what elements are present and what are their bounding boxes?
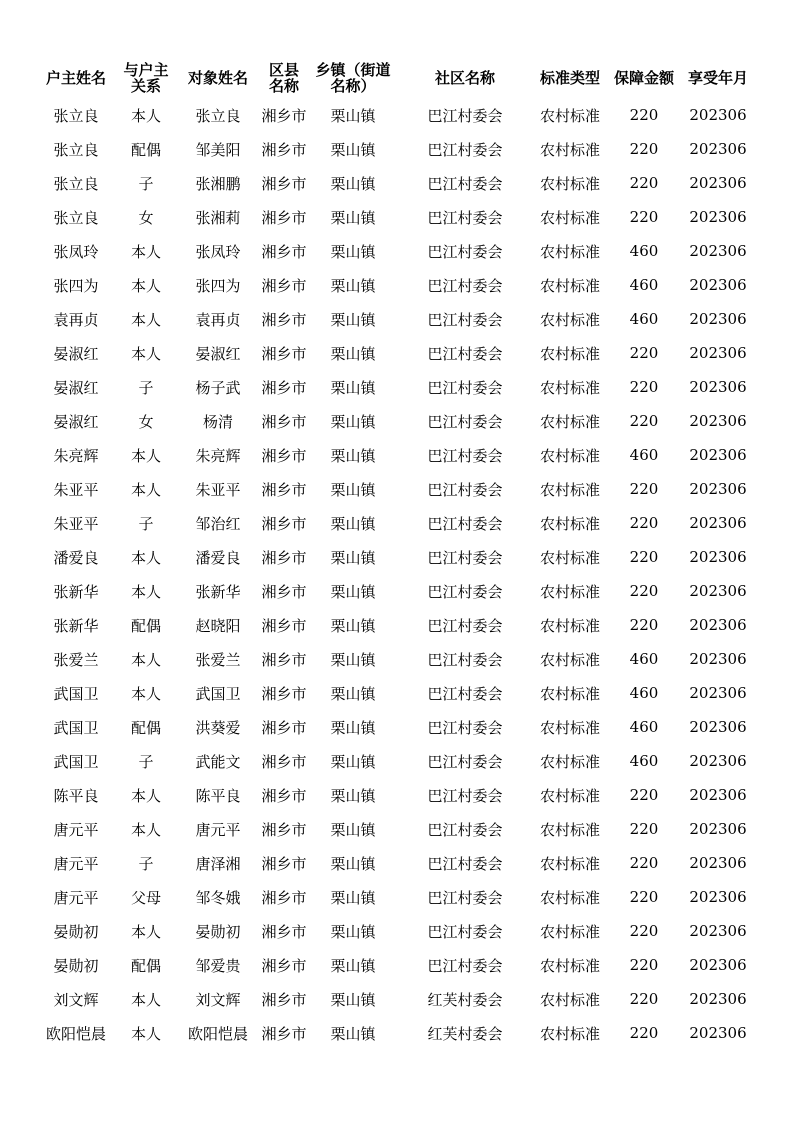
table-row xyxy=(38,982,754,1016)
standard-type-cell: 农村标准 xyxy=(539,1024,600,1043)
period-cell: 202306 xyxy=(689,276,747,294)
town-cell: 栗山镇 xyxy=(330,242,376,261)
county-cell: 湘乡市 xyxy=(261,174,307,193)
standard-type-cell: 农村标准 xyxy=(539,344,600,363)
county-cell: 湘乡市 xyxy=(261,1024,307,1043)
amount-cell: 220 xyxy=(629,990,659,1008)
standard-type-cell: 农村标准 xyxy=(539,412,600,431)
community-cell: 红芙村委会 xyxy=(427,1024,503,1043)
amount-cell: 220 xyxy=(629,582,659,600)
relation-cell: 本人 xyxy=(130,922,161,941)
period-cell: 202306 xyxy=(689,956,747,974)
town-cell: 栗山镇 xyxy=(330,684,376,703)
household-head-cell: 袁再贞 xyxy=(53,310,99,329)
community-cell: 巴江村委会 xyxy=(427,786,503,805)
period-cell: 202306 xyxy=(689,310,747,328)
amount-cell: 460 xyxy=(629,650,659,668)
period-cell: 202306 xyxy=(689,242,747,260)
period-cell: 202306 xyxy=(689,378,747,396)
town-cell: 栗山镇 xyxy=(330,276,376,295)
community-cell: 巴江村委会 xyxy=(427,174,503,193)
beneficiary-cell: 武能文 xyxy=(195,752,241,771)
county-cell: 湘乡市 xyxy=(261,412,307,431)
header-standard-type: 标准类型 xyxy=(539,69,600,87)
table-row xyxy=(38,778,754,812)
town-cell: 栗山镇 xyxy=(330,888,376,907)
beneficiary-cell: 张凤玲 xyxy=(195,242,241,261)
table-body xyxy=(38,98,754,1050)
town-cell: 栗山镇 xyxy=(330,786,376,805)
town-cell: 栗山镇 xyxy=(330,310,376,329)
table-row xyxy=(38,642,754,676)
town-cell: 栗山镇 xyxy=(330,412,376,431)
amount-cell: 220 xyxy=(629,514,659,532)
relation-cell: 本人 xyxy=(130,276,161,295)
county-cell: 湘乡市 xyxy=(261,922,307,941)
relation-cell: 配偶 xyxy=(130,140,161,159)
amount-cell: 220 xyxy=(629,956,659,974)
household-head-cell: 武国卫 xyxy=(53,752,99,771)
household-head-cell: 晏淑红 xyxy=(53,378,99,397)
town-cell: 栗山镇 xyxy=(330,854,376,873)
amount-cell: 220 xyxy=(629,412,659,430)
relation-cell: 本人 xyxy=(130,820,161,839)
county-cell: 湘乡市 xyxy=(261,616,307,635)
county-cell: 湘乡市 xyxy=(261,310,307,329)
town-cell: 栗山镇 xyxy=(330,140,376,159)
beneficiary-cell: 晏勋初 xyxy=(195,922,241,941)
period-cell: 202306 xyxy=(689,344,747,362)
period-cell: 202306 xyxy=(689,174,747,192)
period-cell: 202306 xyxy=(689,446,747,464)
period-cell: 202306 xyxy=(689,820,747,838)
beneficiary-cell: 朱亚平 xyxy=(195,480,241,499)
community-cell: 巴江村委会 xyxy=(427,446,503,465)
table-row xyxy=(38,948,754,982)
amount-cell: 220 xyxy=(629,140,659,158)
household-head-cell: 张立良 xyxy=(53,140,99,159)
county-cell: 湘乡市 xyxy=(261,242,307,261)
beneficiary-cell: 张爱兰 xyxy=(195,650,241,669)
standard-type-cell: 农村标准 xyxy=(539,548,600,567)
period-cell: 202306 xyxy=(689,412,747,430)
period-cell: 202306 xyxy=(689,854,747,872)
beneficiary-cell: 袁再贞 xyxy=(195,310,241,329)
relation-cell: 本人 xyxy=(130,650,161,669)
beneficiary-cell: 张新华 xyxy=(195,582,241,601)
relation-cell: 本人 xyxy=(130,684,161,703)
town-cell: 栗山镇 xyxy=(330,208,376,227)
header-county: 区县 名称 xyxy=(268,61,299,95)
table-row xyxy=(38,1016,754,1050)
relation-cell: 本人 xyxy=(130,548,161,567)
beneficiary-cell: 张湘莉 xyxy=(195,208,241,227)
household-head-cell: 张四为 xyxy=(53,276,99,295)
household-head-cell: 唐元平 xyxy=(53,854,99,873)
county-cell: 湘乡市 xyxy=(261,684,307,703)
relation-cell: 子 xyxy=(138,378,154,397)
amount-cell: 220 xyxy=(629,854,659,872)
community-cell: 巴江村委会 xyxy=(427,378,503,397)
town-cell: 栗山镇 xyxy=(330,820,376,839)
table-row xyxy=(38,98,754,132)
household-head-cell: 张立良 xyxy=(53,106,99,125)
town-cell: 栗山镇 xyxy=(330,616,376,635)
standard-type-cell: 农村标准 xyxy=(539,956,600,975)
standard-type-cell: 农村标准 xyxy=(539,582,600,601)
beneficiary-cell: 张湘鹏 xyxy=(195,174,241,193)
period-cell: 202306 xyxy=(689,548,747,566)
standard-type-cell: 农村标准 xyxy=(539,888,600,907)
period-cell: 202306 xyxy=(689,922,747,940)
amount-cell: 220 xyxy=(629,480,659,498)
community-cell: 巴江村委会 xyxy=(427,752,503,771)
period-cell: 202306 xyxy=(689,990,747,1008)
county-cell: 湘乡市 xyxy=(261,446,307,465)
amount-cell: 460 xyxy=(629,446,659,464)
county-cell: 湘乡市 xyxy=(261,276,307,295)
table-row xyxy=(38,268,754,302)
document-page xyxy=(38,58,754,1050)
table-row xyxy=(38,336,754,370)
beneficiary-cell: 欧阳恺晨 xyxy=(187,1024,248,1043)
community-cell: 巴江村委会 xyxy=(427,106,503,125)
relation-cell: 本人 xyxy=(130,786,161,805)
amount-cell: 220 xyxy=(629,820,659,838)
amount-cell: 220 xyxy=(629,174,659,192)
community-cell: 巴江村委会 xyxy=(427,956,503,975)
beneficiary-cell: 赵晓阳 xyxy=(195,616,241,635)
county-cell: 湘乡市 xyxy=(261,378,307,397)
standard-type-cell: 农村标准 xyxy=(539,684,600,703)
community-cell: 巴江村委会 xyxy=(427,616,503,635)
town-cell: 栗山镇 xyxy=(330,480,376,499)
beneficiary-cell: 陈平良 xyxy=(195,786,241,805)
amount-cell: 460 xyxy=(629,276,659,294)
amount-cell: 220 xyxy=(629,888,659,906)
period-cell: 202306 xyxy=(689,106,747,124)
county-cell: 湘乡市 xyxy=(261,786,307,805)
community-cell: 巴江村委会 xyxy=(427,820,503,839)
standard-type-cell: 农村标准 xyxy=(539,854,600,873)
household-head-cell: 晏淑红 xyxy=(53,412,99,431)
household-head-cell: 唐元平 xyxy=(53,820,99,839)
county-cell: 湘乡市 xyxy=(261,888,307,907)
relation-cell: 本人 xyxy=(130,990,161,1009)
period-cell: 202306 xyxy=(689,582,747,600)
beneficiary-cell: 晏淑红 xyxy=(195,344,241,363)
county-cell: 湘乡市 xyxy=(261,990,307,1009)
beneficiary-cell: 朱亮辉 xyxy=(195,446,241,465)
period-cell: 202306 xyxy=(689,1024,747,1042)
county-cell: 湘乡市 xyxy=(261,514,307,533)
household-head-cell: 晏勋初 xyxy=(53,922,99,941)
table-row xyxy=(38,914,754,948)
town-cell: 栗山镇 xyxy=(330,446,376,465)
table-row xyxy=(38,472,754,506)
town-cell: 栗山镇 xyxy=(330,344,376,363)
table-row xyxy=(38,812,754,846)
beneficiary-cell: 唐元平 xyxy=(195,820,241,839)
header-town: 乡镇（街道 名称） xyxy=(315,61,391,95)
amount-cell: 220 xyxy=(629,1024,659,1042)
beneficiary-cell: 杨清 xyxy=(202,412,233,431)
beneficiary-cell: 武国卫 xyxy=(195,684,241,703)
amount-cell: 220 xyxy=(629,616,659,634)
amount-cell: 220 xyxy=(629,922,659,940)
period-cell: 202306 xyxy=(689,140,747,158)
relation-cell: 本人 xyxy=(130,480,161,499)
period-cell: 202306 xyxy=(689,786,747,804)
standard-type-cell: 农村标准 xyxy=(539,718,600,737)
county-cell: 湘乡市 xyxy=(261,480,307,499)
period-cell: 202306 xyxy=(689,684,747,702)
period-cell: 202306 xyxy=(689,718,747,736)
relation-cell: 子 xyxy=(138,514,154,533)
household-head-cell: 刘文辉 xyxy=(53,990,99,1009)
header-household-head: 户主姓名 xyxy=(45,69,106,87)
table-row xyxy=(38,676,754,710)
standard-type-cell: 农村标准 xyxy=(539,480,600,499)
beneficiary-cell: 张四为 xyxy=(195,276,241,295)
relation-cell: 本人 xyxy=(130,242,161,261)
household-head-cell: 张立良 xyxy=(53,208,99,227)
relation-cell: 女 xyxy=(138,208,154,227)
community-cell: 巴江村委会 xyxy=(427,208,503,227)
beneficiary-cell: 邹冬娥 xyxy=(195,888,241,907)
community-cell: 红芙村委会 xyxy=(427,990,503,1009)
town-cell: 栗山镇 xyxy=(330,174,376,193)
household-head-cell: 朱亮辉 xyxy=(53,446,99,465)
table-row xyxy=(38,846,754,880)
community-cell: 巴江村委会 xyxy=(427,514,503,533)
table-row xyxy=(38,200,754,234)
relation-cell: 本人 xyxy=(130,1024,161,1043)
community-cell: 巴江村委会 xyxy=(427,718,503,737)
county-cell: 湘乡市 xyxy=(261,140,307,159)
household-head-cell: 唐元平 xyxy=(53,888,99,907)
community-cell: 巴江村委会 xyxy=(427,140,503,159)
period-cell: 202306 xyxy=(689,208,747,226)
header-relation: 与户主 关系 xyxy=(123,61,169,95)
household-head-cell: 朱亚平 xyxy=(53,480,99,499)
community-cell: 巴江村委会 xyxy=(427,242,503,261)
amount-cell: 220 xyxy=(629,344,659,362)
household-head-cell: 陈平良 xyxy=(53,786,99,805)
relation-cell: 子 xyxy=(138,174,154,193)
town-cell: 栗山镇 xyxy=(330,582,376,601)
household-head-cell: 潘爱良 xyxy=(53,548,99,567)
relation-cell: 女 xyxy=(138,412,154,431)
amount-cell: 220 xyxy=(629,106,659,124)
amount-cell: 220 xyxy=(629,378,659,396)
county-cell: 湘乡市 xyxy=(261,650,307,669)
town-cell: 栗山镇 xyxy=(330,1024,376,1043)
town-cell: 栗山镇 xyxy=(330,718,376,737)
household-head-cell: 武国卫 xyxy=(53,718,99,737)
table-row xyxy=(38,574,754,608)
community-cell: 巴江村委会 xyxy=(427,480,503,499)
town-cell: 栗山镇 xyxy=(330,378,376,397)
beneficiary-cell: 潘爱良 xyxy=(195,548,241,567)
table-row xyxy=(38,166,754,200)
relation-cell: 子 xyxy=(138,854,154,873)
relation-cell: 本人 xyxy=(130,106,161,125)
table-row xyxy=(38,404,754,438)
standard-type-cell: 农村标准 xyxy=(539,514,600,533)
community-cell: 巴江村委会 xyxy=(427,276,503,295)
household-head-cell: 张立良 xyxy=(53,174,99,193)
table-row xyxy=(38,438,754,472)
subsidy-roster-table xyxy=(38,58,754,1050)
beneficiary-cell: 邹治红 xyxy=(195,514,241,533)
relation-cell: 本人 xyxy=(130,582,161,601)
standard-type-cell: 农村标准 xyxy=(539,174,600,193)
county-cell: 湘乡市 xyxy=(261,752,307,771)
period-cell: 202306 xyxy=(689,650,747,668)
community-cell: 巴江村委会 xyxy=(427,888,503,907)
standard-type-cell: 农村标准 xyxy=(539,650,600,669)
household-head-cell: 欧阳恺晨 xyxy=(45,1024,106,1043)
standard-type-cell: 农村标准 xyxy=(539,616,600,635)
relation-cell: 父母 xyxy=(130,888,161,907)
relation-cell: 子 xyxy=(138,752,154,771)
standard-type-cell: 农村标准 xyxy=(539,752,600,771)
period-cell: 202306 xyxy=(689,480,747,498)
beneficiary-cell: 洪葵爱 xyxy=(195,718,241,737)
town-cell: 栗山镇 xyxy=(330,922,376,941)
county-cell: 湘乡市 xyxy=(261,854,307,873)
period-cell: 202306 xyxy=(689,888,747,906)
beneficiary-cell: 唐泽湘 xyxy=(195,854,241,873)
period-cell: 202306 xyxy=(689,514,747,532)
amount-cell: 460 xyxy=(629,310,659,328)
town-cell: 栗山镇 xyxy=(330,106,376,125)
county-cell: 湘乡市 xyxy=(261,820,307,839)
community-cell: 巴江村委会 xyxy=(427,854,503,873)
table-row xyxy=(38,744,754,778)
community-cell: 巴江村委会 xyxy=(427,684,503,703)
amount-cell: 460 xyxy=(629,242,659,260)
standard-type-cell: 农村标准 xyxy=(539,446,600,465)
household-head-cell: 朱亚平 xyxy=(53,514,99,533)
community-cell: 巴江村委会 xyxy=(427,344,503,363)
household-head-cell: 张凤玲 xyxy=(53,242,99,261)
table-row xyxy=(38,880,754,914)
household-head-cell: 张新华 xyxy=(53,582,99,601)
header-amount: 保障金额 xyxy=(613,69,674,87)
beneficiary-cell: 杨子武 xyxy=(195,378,241,397)
relation-cell: 本人 xyxy=(130,446,161,465)
beneficiary-cell: 邹爱贵 xyxy=(195,956,241,975)
standard-type-cell: 农村标准 xyxy=(539,276,600,295)
standard-type-cell: 农村标准 xyxy=(539,242,600,261)
community-cell: 巴江村委会 xyxy=(427,548,503,567)
table-row xyxy=(38,370,754,404)
header-beneficiary: 对象姓名 xyxy=(187,69,248,87)
county-cell: 湘乡市 xyxy=(261,208,307,227)
table-row xyxy=(38,710,754,744)
amount-cell: 460 xyxy=(629,752,659,770)
community-cell: 巴江村委会 xyxy=(427,310,503,329)
town-cell: 栗山镇 xyxy=(330,548,376,567)
relation-cell: 配偶 xyxy=(130,956,161,975)
household-head-cell: 晏勋初 xyxy=(53,956,99,975)
town-cell: 栗山镇 xyxy=(330,990,376,1009)
standard-type-cell: 农村标准 xyxy=(539,378,600,397)
relation-cell: 配偶 xyxy=(130,718,161,737)
table-row xyxy=(38,302,754,336)
period-cell: 202306 xyxy=(689,752,747,770)
table-row xyxy=(38,608,754,642)
community-cell: 巴江村委会 xyxy=(427,582,503,601)
town-cell: 栗山镇 xyxy=(330,514,376,533)
table-row xyxy=(38,234,754,268)
county-cell: 湘乡市 xyxy=(261,344,307,363)
community-cell: 巴江村委会 xyxy=(427,650,503,669)
standard-type-cell: 农村标准 xyxy=(539,140,600,159)
county-cell: 湘乡市 xyxy=(261,718,307,737)
beneficiary-cell: 邹美阳 xyxy=(195,140,241,159)
header-community: 社区名称 xyxy=(434,69,495,87)
town-cell: 栗山镇 xyxy=(330,650,376,669)
standard-type-cell: 农村标准 xyxy=(539,820,600,839)
household-head-cell: 晏淑红 xyxy=(53,344,99,363)
county-cell: 湘乡市 xyxy=(261,106,307,125)
amount-cell: 460 xyxy=(629,718,659,736)
household-head-cell: 张爱兰 xyxy=(53,650,99,669)
standard-type-cell: 农村标准 xyxy=(539,106,600,125)
table-row xyxy=(38,540,754,574)
town-cell: 栗山镇 xyxy=(330,752,376,771)
standard-type-cell: 农村标准 xyxy=(539,922,600,941)
table-row xyxy=(38,506,754,540)
relation-cell: 本人 xyxy=(130,344,161,363)
household-head-cell: 武国卫 xyxy=(53,684,99,703)
standard-type-cell: 农村标准 xyxy=(539,310,600,329)
amount-cell: 460 xyxy=(629,684,659,702)
amount-cell: 220 xyxy=(629,208,659,226)
county-cell: 湘乡市 xyxy=(261,956,307,975)
standard-type-cell: 农村标准 xyxy=(539,786,600,805)
town-cell: 栗山镇 xyxy=(330,956,376,975)
beneficiary-cell: 张立良 xyxy=(195,106,241,125)
table-header-row xyxy=(38,58,754,98)
community-cell: 巴江村委会 xyxy=(427,412,503,431)
beneficiary-cell: 刘文辉 xyxy=(195,990,241,1009)
amount-cell: 220 xyxy=(629,786,659,804)
standard-type-cell: 农村标准 xyxy=(539,990,600,1009)
period-cell: 202306 xyxy=(689,616,747,634)
household-head-cell: 张新华 xyxy=(53,616,99,635)
table-row xyxy=(38,132,754,166)
header-period: 享受年月 xyxy=(687,69,748,87)
community-cell: 巴江村委会 xyxy=(427,922,503,941)
standard-type-cell: 农村标准 xyxy=(539,208,600,227)
relation-cell: 配偶 xyxy=(130,616,161,635)
county-cell: 湘乡市 xyxy=(261,548,307,567)
amount-cell: 220 xyxy=(629,548,659,566)
relation-cell: 本人 xyxy=(130,310,161,329)
county-cell: 湘乡市 xyxy=(261,582,307,601)
